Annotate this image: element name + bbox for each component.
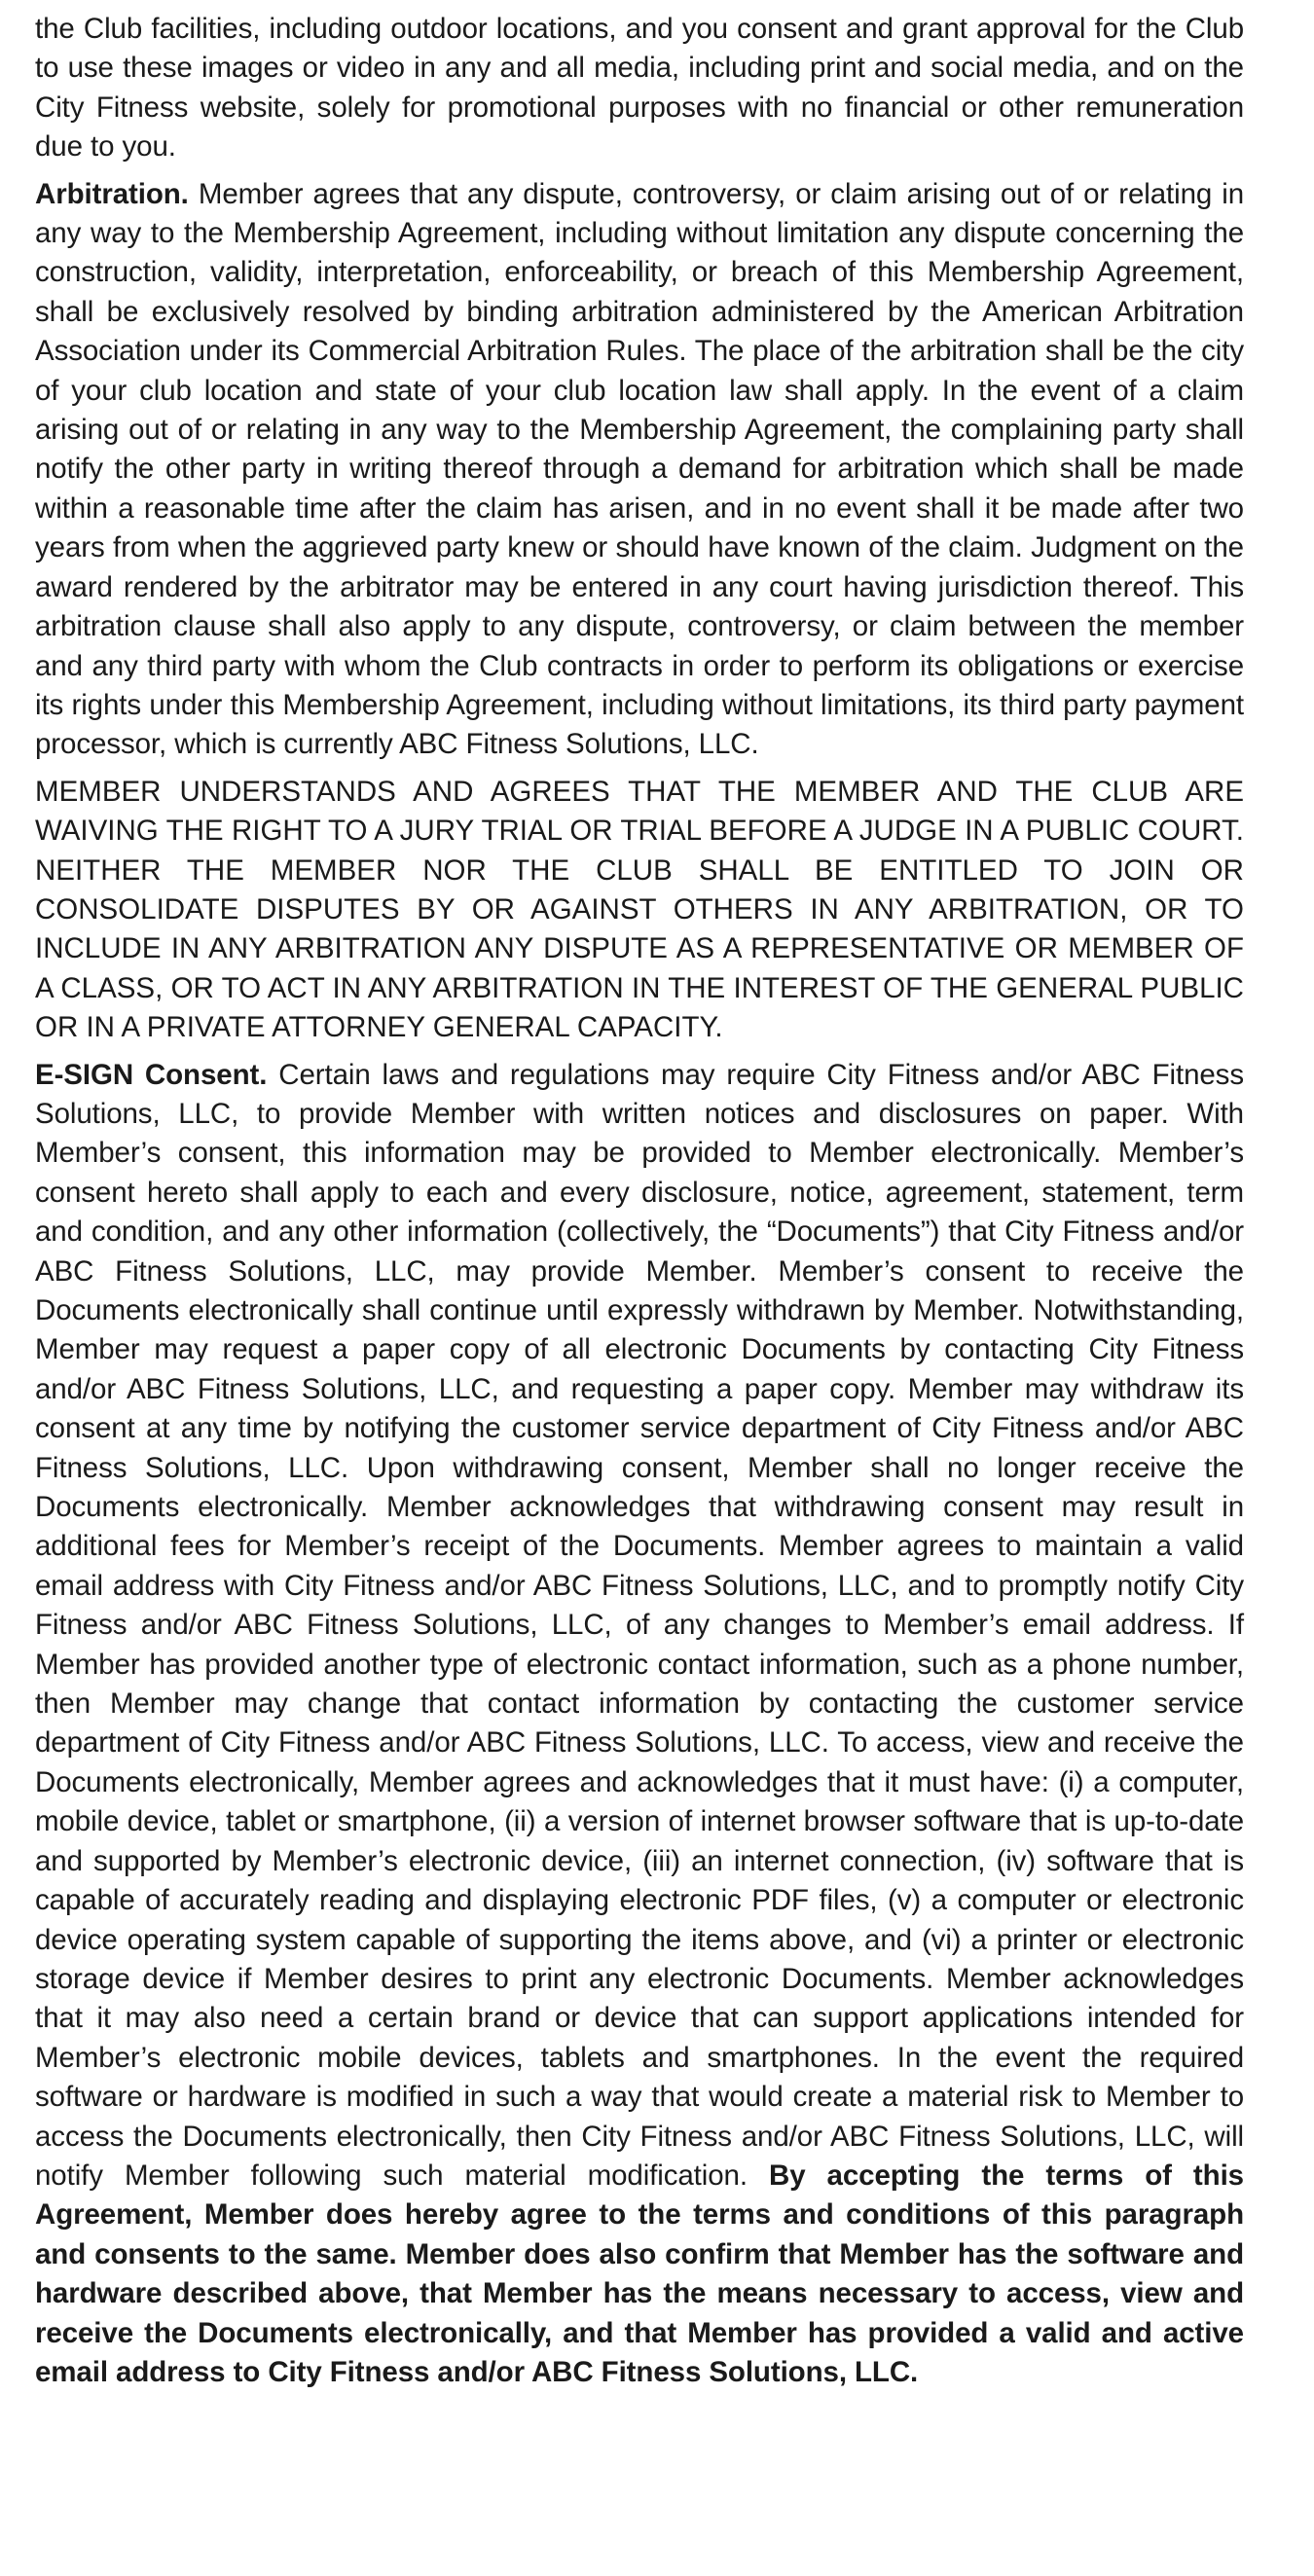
paragraph-text: the Club facilities, including outdoor locations, and you consent and grant approval for the Club to use these images or video in any and all media, including print and social media, and on the City Fitness website, solely for promotional purposes with no financial or other remuneration due to you. xyxy=(35,13,1244,163)
paragraph-text: Member agrees that any dispute, controversy, or claim arising out of or relating in any way to the Membership Agreement, including without limitation any dispute concerning the construction, validity, interpretation, enforceability, or breach of this Membership Agreement, shall be exclusively resolved by binding arbitration administered by the American Arbitration Association under its Commercial Arbitration Rules. The place of the arbitration shall be the city of your club location and state of your club location law shall apply. In the event of a claim arising out of or relating in any way to the Membership Agreement, the complaining party shall notify the other party in writing thereof through a demand for arbitration which shall be made within a reasonable time after the claim has arisen, and in no event shall it be made after two years from when the aggrieved party knew or should have known of the claim. Judgment on the award rendered by the arbitrator may be entered in any court having jurisdiction thereof. This arbitration clause shall also apply to any dispute, controversy, or claim between the member and any third party with whom the Club contracts in order to perform its obligations or exercise its rights under this Membership Agreement, including without limitations, its third party payment processor, which is currently ABC Fitness Solutions, LLC. xyxy=(35,177,1244,761)
consent-acknowledgement-text: By accepting the terms of this Agreement, Member does hereby agree to the terms and conditions of this paragraph and consents to the same. Member does also confirm that Member has the software and hardware described above, that Member has the means necessary to access, view and receive the Documents electronically, and that Member has provided a valid and active email address to City Fitness and/or ABC Fitness Solutions, LLC. xyxy=(35,2159,1244,2388)
paragraph-text: Certain laws and regulations may require City Fitness and/or ABC Fitness Solutions, LLC, to provide Member with written notices and disclosures on paper. With Member’s consent, this information may be provided to Member electronically. Member’s consent hereto shall apply to each and every disclosure, notice, agreement, statement, term and condition, and any other information (collectively, the “Documents”) that City Fitness and/or ABC Fitness Solutions, LLC, may provide Member. Member’s consent to receive the Documents electronically shall continue until expressly withdrawn by Member. Notwithstanding, Member may request a paper copy of all electronic Documents by contacting City Fitness and/or ABC Fitness Solutions, LLC, and requesting a paper copy. Member may withdraw its consent at any time by notifying the customer service department of City Fitness and/or ABC Fitness Solutions, LLC. Upon withdrawing consent, Member shall no longer receive the Documents electronically. Member acknowledges that withdrawing consent may result in additional fees for Member’s receipt of the Documents. Member agrees to maintain a valid email address with City Fitness and/or ABC Fitness Solutions, LLC, and to promptly notify City Fitness and/or ABC Fitness Solutions, LLC, of any changes to Member’s email address. If Member has provided another type of electronic contact information, such as a phone number, then Member may change that contact information by contacting the customer service department of City Fitness and/or ABC Fitness Solutions, LLC. To access, view and receive the Documents electronically, Member agrees and acknowledges that it must have: (i) a computer, mobile device, tablet or smartphone, (ii) a version of internet browser software that is up-to-date and supported by Member’s electronic device, (iii) an internet connection, (iv) software that is capable of accurately reading and displaying electronic PDF files, (v) a computer or electronic device operating system capable of supporting the items above, and (vi) a printer or electronic storage device if Member desires to print any electronic Documents. Member acknowledges that it may also need a certain brand or device that can support applications intended for Member’s electronic mobile devices, tablets and smartphones. In the event the required software or hardware is modified in such a way that would create a material risk to Member to access the Documents electronically, then City Fitness and/or ABC Fitness Solutions, LLC, will notify Member following such material modification. xyxy=(35,1058,1244,2192)
paragraph-jury-waiver xyxy=(35,773,1244,1048)
document-page xyxy=(35,10,1244,2400)
section-heading-esign: E-SIGN Consent. xyxy=(35,1058,268,1091)
paragraph-esign-consent xyxy=(35,1056,1244,2393)
paragraph-text: MEMBER UNDERSTANDS AND AGREES THAT THE MEMBER AND THE CLUB ARE WAIVING THE RIGHT TO A JURY TRIAL OR TRIAL BEFORE A JUDGE IN A PUBLIC COURT. NEITHER THE MEMBER NOR THE CLUB SHALL BE ENTITLED TO JOIN OR CONSOLIDATE DISPUTES BY OR AGAINST OTHERS IN ANY ARBITRATION, OR TO INCLUDE IN ANY ARBITRATION ANY DISPUTE AS A REPRESENTATIVE OR MEMBER OF A CLASS, OR TO ACT IN ANY ARBITRATION IN THE INTEREST OF THE GENERAL PUBLIC OR IN A PRIVATE ATTORNEY GENERAL CAPACITY. xyxy=(35,775,1244,1044)
paragraph-photo-release xyxy=(35,10,1244,167)
section-heading-arbitration: Arbitration. xyxy=(35,177,189,210)
paragraph-arbitration xyxy=(35,175,1244,765)
